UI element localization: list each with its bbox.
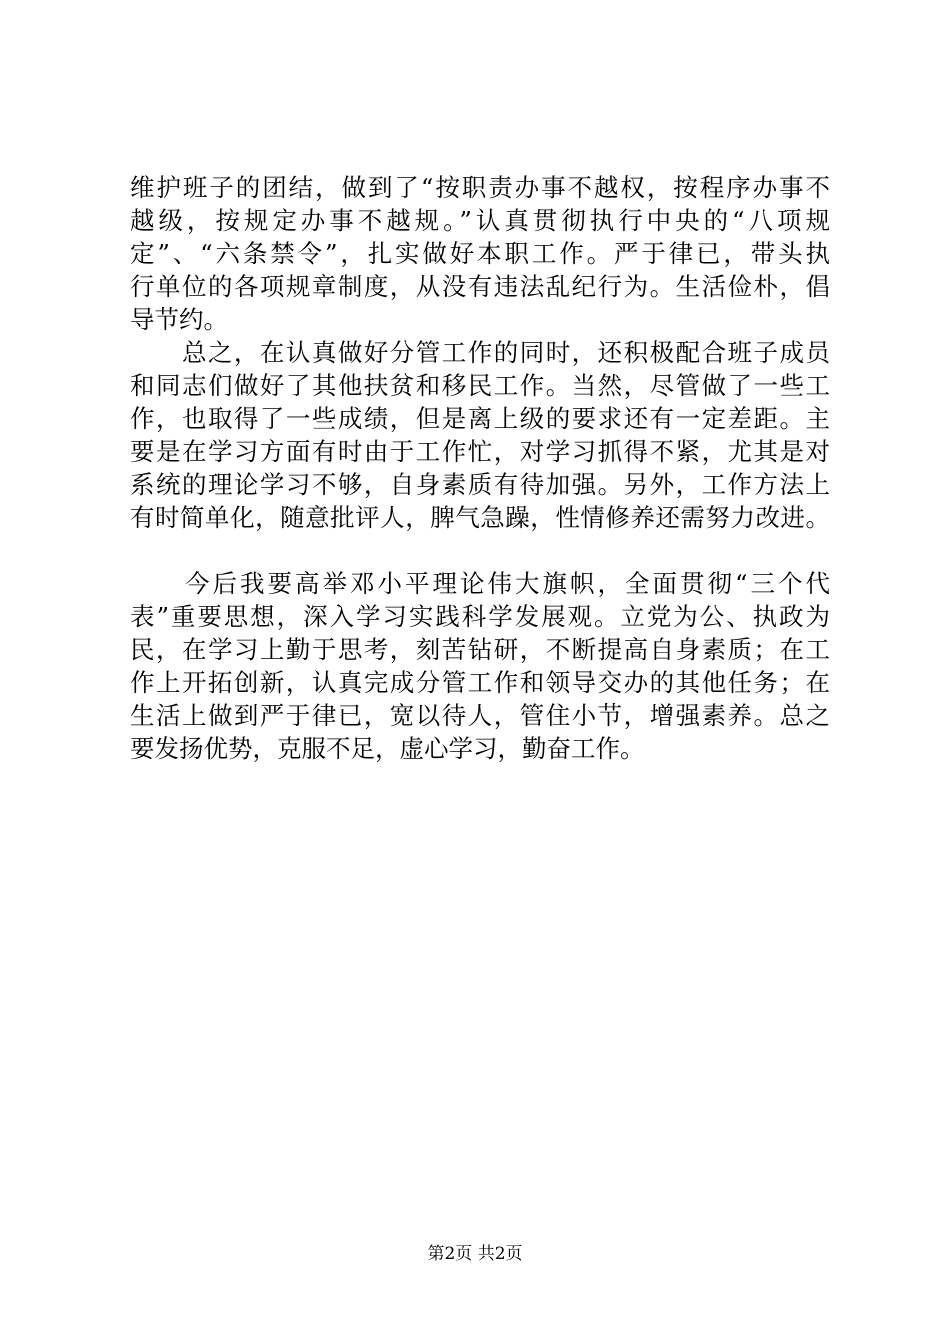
document-body (130, 171, 830, 765)
text-line: 总之，在认真做好分管工作的同时，还积极配合班子成员 (130, 338, 830, 367)
paragraph-gap (130, 534, 830, 567)
text-line: 导节约。 (130, 305, 228, 334)
text-line: 维护班子的团结，做到了“按职责办事不越权，按程序办事不 (130, 173, 830, 202)
text-line: 生活上做到严于律已，宽以待人，管住小节，增强素养。总之 (130, 701, 830, 730)
text-line: 民，在学习上勤于思考，刻苦钻研，不断提高自身素质；在工 (130, 635, 830, 664)
text-line: 定”、“六条禁令”，扎实做好本职工作。严于律已，带头执 (130, 239, 830, 268)
text-line: 有时简单化，随意批评人，脾气急躁，性情修养还需努力改进。 (130, 503, 830, 532)
text-line: 作上开拓创新，认真完成分管工作和领导交办的其他任务；在 (130, 668, 830, 697)
page-number-footer: 第2页 共2页 (427, 1244, 523, 1264)
text-line: 今后我要高举邓小平理论伟大旗帜，全面贯彻“三个代 (130, 569, 830, 598)
text-line: 越级，按规定办事不越规。”认真贯彻执行中央的“八项规 (130, 206, 830, 235)
text-line: 要发扬优势，克服不足，虚心学习，勤奋工作。 (130, 734, 645, 763)
text-line: 表”重要思想，深入学习实践科学发展观。立党为公、执政为 (130, 602, 830, 631)
paragraph-2 (130, 336, 830, 534)
paragraph-1 (130, 171, 830, 336)
paragraph-3 (130, 567, 830, 765)
text-line: 和同志们做好了其他扶贫和移民工作。当然，尽管做了一些工 (130, 371, 830, 400)
text-line: 系统的理论学习不够，自身素质有待加强。另外，工作方法上 (130, 470, 830, 499)
text-line: 作，也取得了一些成绩，但是离上级的要求还有一定差距。主 (130, 404, 830, 433)
text-line: 要是在学习方面有时由于工作忙，对学习抓得不紧，尤其是对 (130, 437, 830, 466)
text-line: 行单位的各项规章制度，从没有违法乱纪行为。生活俭朴，倡 (130, 272, 830, 301)
